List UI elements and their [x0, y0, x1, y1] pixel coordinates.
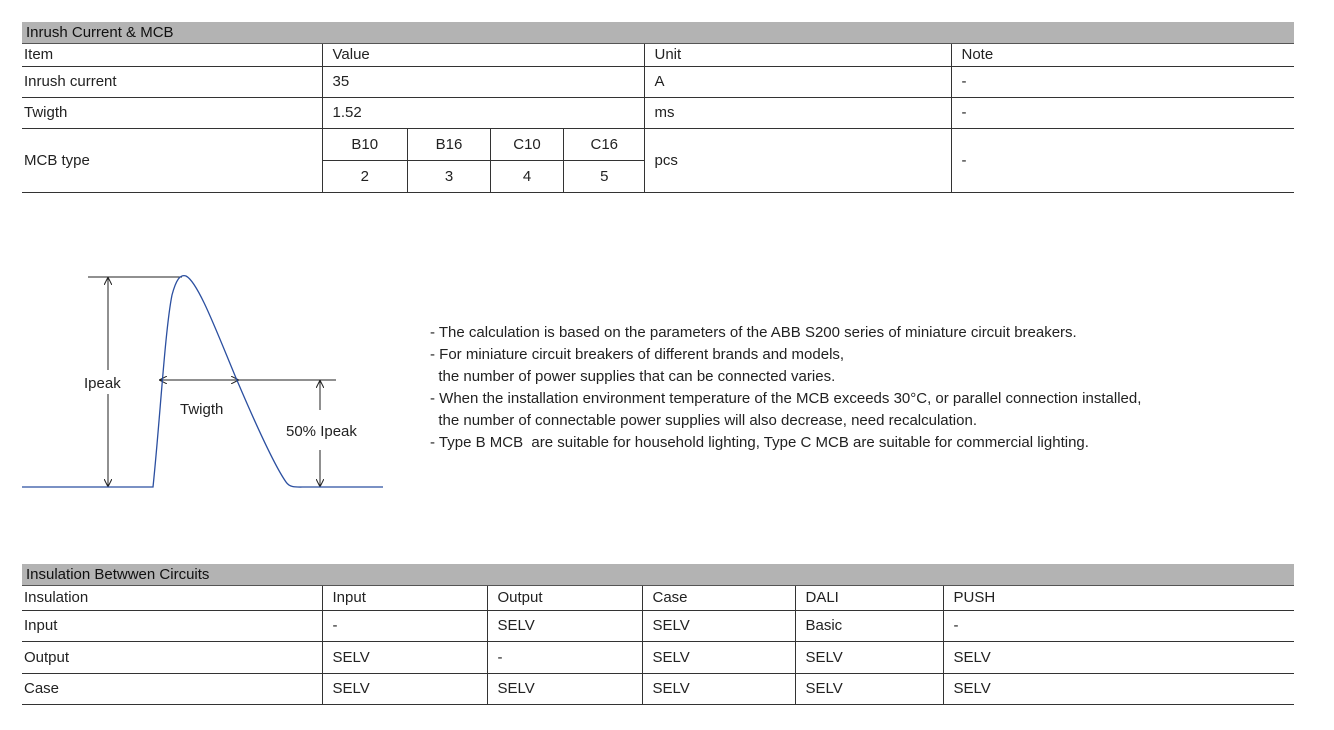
table-row	[22, 128, 1294, 192]
cell-value: 35	[322, 66, 644, 97]
insulation-cell: Case	[22, 673, 322, 704]
cell-note: -	[951, 66, 1294, 97]
inrush-table	[22, 44, 1294, 193]
insulation-cell: SELV	[642, 610, 795, 641]
insulation-cell: SELV	[322, 673, 487, 704]
table-row	[22, 673, 1294, 704]
insulation-header: Output	[487, 586, 642, 610]
note-line: - For miniature circuit breakers of different brands and models,	[430, 346, 845, 363]
table-row	[22, 641, 1294, 673]
cell-value: 1.52	[322, 97, 644, 128]
insulation-section-header	[22, 564, 1294, 586]
mcb-type-cell	[322, 128, 644, 192]
insulation-cell: -	[487, 641, 642, 673]
insulation-header: Input	[322, 586, 487, 610]
insulation-cell: SELV	[795, 673, 943, 704]
note-line: - Type B MCB are suitable for household lighting, Type C MCB are suitable for commercial lighting.	[430, 434, 1089, 451]
table-row	[22, 97, 1294, 128]
insulation-cell: Basic	[795, 610, 943, 641]
table-row	[22, 66, 1294, 97]
insulation-cell: -	[322, 610, 487, 641]
insulation-header: PUSH	[943, 586, 1294, 610]
insulation-cell: SELV	[487, 610, 642, 641]
header-value: Value	[322, 44, 644, 66]
insulation-cell: SELV	[487, 673, 642, 704]
insulation-cell: Output	[22, 641, 322, 673]
insulation-cell: -	[943, 610, 1294, 641]
cell-unit: pcs	[644, 128, 951, 192]
mcb-count: 3	[408, 161, 491, 192]
cell-note: -	[951, 97, 1294, 128]
inrush-section-header	[22, 22, 1294, 44]
cell-item: Inrush current	[22, 66, 322, 97]
cell-item: Twigth	[22, 97, 322, 128]
notes-block	[430, 322, 1141, 454]
insulation-cell: SELV	[795, 641, 943, 673]
note-line: the number of power supplies that can be connected varies.	[430, 368, 836, 385]
mcb-count: 2	[360, 167, 369, 185]
inrush-section-title: Inrush Current & MCB	[26, 24, 174, 41]
mcb-count: 5	[564, 161, 645, 192]
half-peak-label: 50% Ipeak	[286, 423, 357, 440]
mcb-count: 4	[491, 161, 564, 192]
insulation-header: Insulation	[22, 586, 322, 610]
insulation-section-title: Insulation Betwwen Circuits	[26, 566, 210, 583]
insulation-cell: SELV	[943, 673, 1294, 704]
insulation-cell: Input	[22, 610, 322, 641]
insulation-table	[22, 586, 1294, 705]
insulation-header: Case	[642, 586, 795, 610]
mcb-type-label: B10	[323, 129, 408, 161]
table-row	[22, 586, 1294, 610]
insulation-cell: SELV	[943, 641, 1294, 673]
cell-item: MCB type	[22, 128, 322, 192]
table-row	[22, 610, 1294, 641]
twigth-label: Twigth	[180, 401, 224, 418]
ipeak-label: Ipeak	[84, 375, 121, 392]
mcb-type-label: B16	[408, 129, 491, 161]
insulation-cell: SELV	[322, 641, 487, 673]
header-item: Item	[22, 44, 322, 66]
cell-unit: A	[644, 66, 951, 97]
mcb-type-label: C10	[491, 129, 564, 161]
header-unit: Unit	[644, 44, 951, 66]
mcb-type-subtable	[323, 129, 645, 192]
insulation-cell: SELV	[642, 641, 795, 673]
insulation-header: DALI	[795, 586, 943, 610]
inrush-waveform-diagram	[0, 260, 400, 500]
table-row	[22, 44, 1294, 66]
note-line: - The calculation is based on the parameters of the ABB S200 series of miniature circuit breakers.	[430, 324, 1077, 341]
insulation-cell: SELV	[642, 673, 795, 704]
cell-unit: ms	[644, 97, 951, 128]
inrush-waveform-line	[22, 276, 383, 487]
note-line: the number of connectable power supplies will also decrease, need recalculation.	[430, 412, 977, 429]
header-note: Note	[951, 44, 1294, 66]
cell-note: -	[951, 128, 1294, 192]
note-line: - When the installation environment temperature of the MCB exceeds 30°C, or parallel connection installed,	[430, 390, 1142, 407]
mcb-type-label: C16	[564, 129, 645, 161]
